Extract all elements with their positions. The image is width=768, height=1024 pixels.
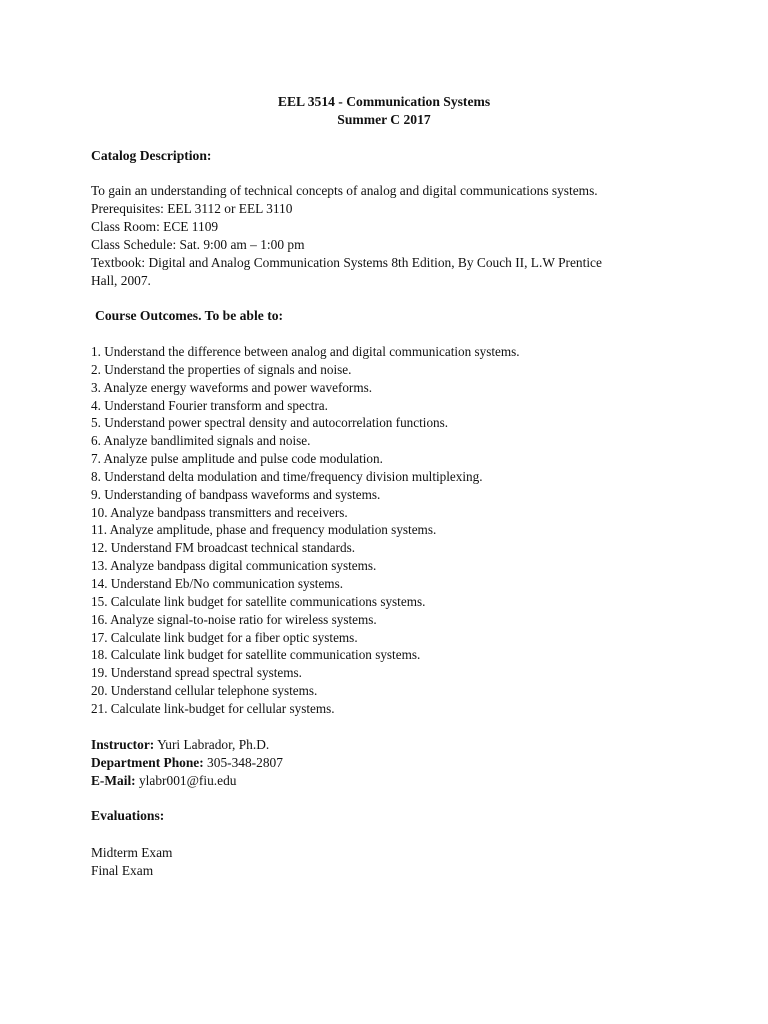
outcome-item [91,450,520,468]
outcome-number: 14. [91,575,108,591]
outcome-text: Understand the difference between analog and digital communication systems. [104,344,520,359]
outcome-text: Understand spread spectral systems. [110,665,302,681]
instructor-label: Instructor: [91,737,155,752]
outcome-number: 5. [91,415,101,431]
outcome-item [91,397,520,415]
outcome-text: Analyze signal-to-noise ratio for wireless systems. [110,611,377,627]
email-label: E-Mail: [91,773,136,788]
outcome-text: Calculate link budget for a fiber optic systems. [110,629,358,645]
outcome-text: Analyze amplitude, phase and frequency modulation systems. [109,522,437,538]
evaluation-item: Midterm Exam [91,845,173,860]
outcome-text: Understand delta modulation and time/frequency division multiplexing. [104,468,483,484]
outcome-item [91,700,520,718]
textbook-line-1: Textbook: Digital and Analog Communication Systems 8th Edition, By Couch II, L.W Prentice [91,255,602,270]
outcome-item [91,361,520,379]
outcome-number: 20. [91,683,108,699]
outcome-item [91,486,520,504]
outcome-text: Understand FM broadcast technical standards. [110,540,356,556]
outcome-item [91,557,520,575]
instructor-line [91,736,269,754]
outcome-item [91,629,520,647]
outcome-text: Analyze energy waveforms and power waveforms. [103,379,373,395]
outcomes-heading: Course Outcomes. To be able to: [95,308,284,323]
outcome-text: Understand the properties of signals and noise. [104,361,352,377]
outcome-number: 19. [91,665,108,681]
instructor-value: Yuri Labrador, Ph.D. [157,737,270,752]
outcome-number: 2. [91,361,101,377]
outcome-text: Understand Eb/No communication systems. [110,575,343,591]
outcome-number: 13. [91,558,108,574]
term-title: Summer C 2017 [337,112,431,127]
outcome-item [91,521,520,539]
outcome-number: 21. [91,700,108,716]
outcome-number: 3. [91,379,101,395]
phone-value: 305-348-2807 [207,755,283,770]
outcome-number: 18. [91,647,108,663]
course-title: EEL 3514 - Communication Systems [277,94,491,109]
outcome-number: 15. [91,593,108,609]
outcome-item [91,593,520,611]
outcome-number: 10. [91,504,108,520]
catalog-heading: Catalog Description: [91,148,212,163]
outcome-item [91,504,520,522]
evaluations-heading: Evaluations: [91,808,165,823]
outcome-item [91,575,520,593]
outcome-text: Calculate link budget for satellite communication systems. [110,647,421,663]
outcome-number: 16. [91,611,108,627]
outcome-item [91,664,520,682]
outcome-item [91,539,520,557]
outcome-text: Understand cellular telephone systems. [110,683,318,699]
phone-line [91,754,283,772]
email-value: ylabr001@fiu.edu [138,773,237,788]
outcome-item [91,343,520,361]
outcome-number: 6. [91,433,101,449]
outcome-item [91,611,520,629]
outcome-number: 11. [91,522,107,538]
outcome-text: Analyze bandpass transmitters and receivers. [110,504,348,520]
outcome-number: 12. [91,540,108,556]
outcome-text: Calculate link-budget for cellular systems. [110,700,335,716]
outcome-item [91,646,520,664]
outcome-text: Analyze bandlimited signals and noise. [103,433,311,449]
outcome-number: 17. [91,629,108,645]
outcome-number: 8. [91,468,101,484]
outcome-item [91,682,520,700]
outcome-number: 4. [91,397,101,413]
catalog-description: To gain an understanding of technical concepts of analog and digital communications systems. [91,183,598,198]
outcome-text: Analyze pulse amplitude and pulse code modulation. [103,451,383,467]
evaluation-item: Final Exam [91,863,154,878]
class-room: Class Room: ECE 1109 [91,219,219,234]
outcome-item [91,379,520,397]
phone-label: Department Phone: [91,755,204,770]
outcome-text: Understand Fourier transform and spectra. [104,397,328,413]
email-line [91,772,236,790]
class-schedule: Class Schedule: Sat. 9:00 am – 1:00 pm [91,237,305,252]
outcome-text: Analyze bandpass digital communication systems. [110,558,377,574]
outcome-text: Understanding of bandpass waveforms and systems. [104,486,381,502]
outcome-item [91,432,520,450]
outcome-number: 9. [91,486,101,502]
textbook-line-2: Hall, 2007. [91,273,151,288]
outcome-number: 7. [91,451,101,467]
outcomes-list [91,343,520,718]
outcome-number: 1. [91,344,101,359]
outcome-text: Understand power spectral density and autocorrelation functions. [104,415,449,431]
outcome-text: Calculate link budget for satellite communications systems. [110,593,426,609]
outcome-item [91,468,520,486]
outcome-item [91,414,520,432]
prerequisites: Prerequisites: EEL 3112 or EEL 3110 [91,201,293,216]
